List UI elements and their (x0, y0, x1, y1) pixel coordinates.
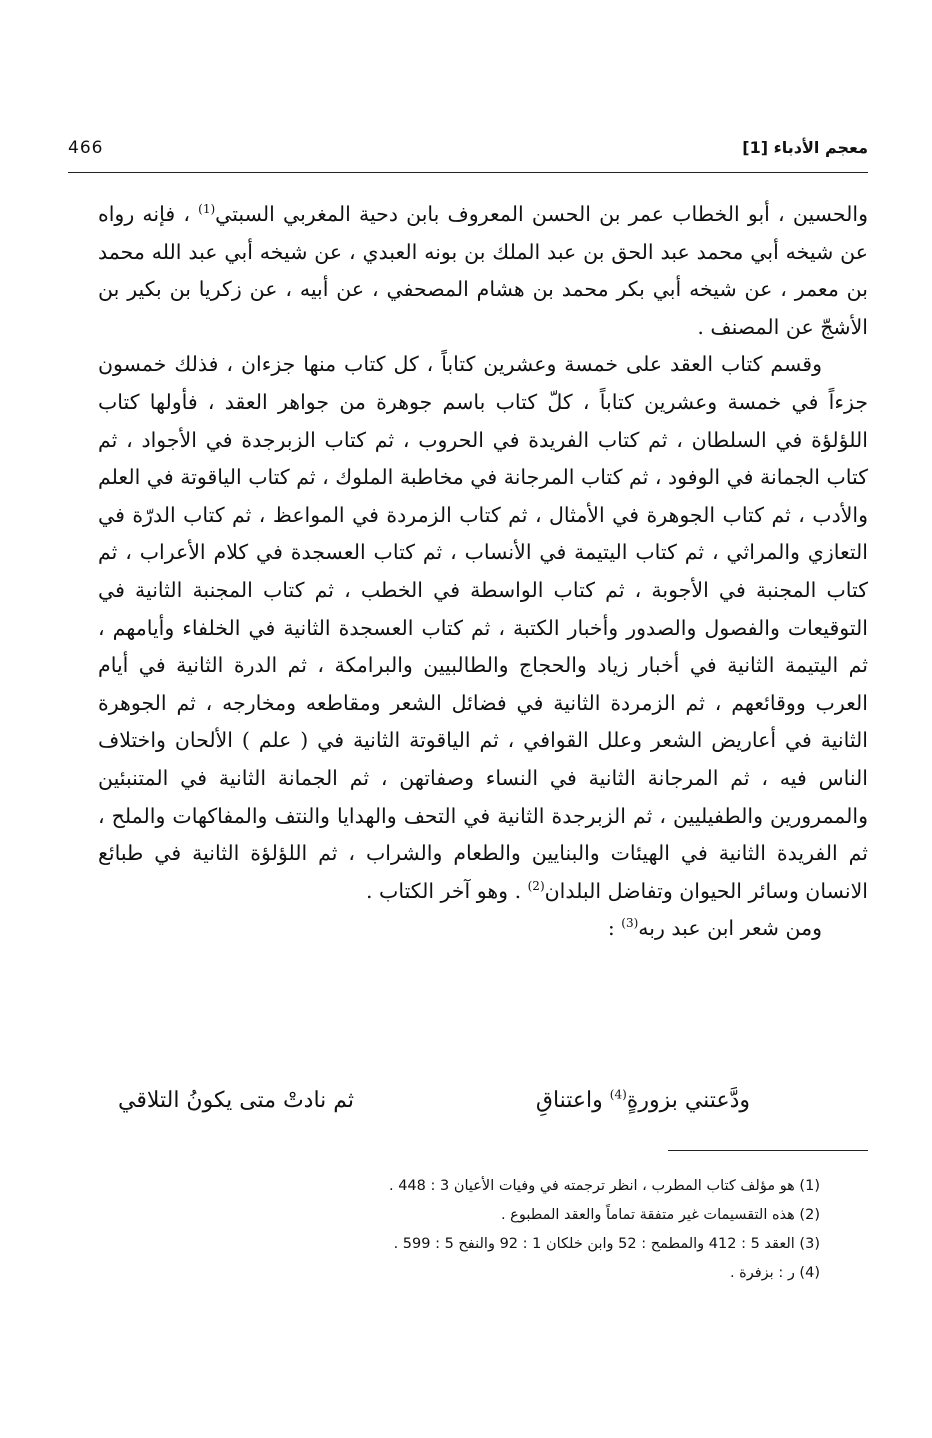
paragraph-2-part-1: وقسم كتاب العقد على خمسة وعشرين كتاباً ، كل كتاب منها جزءان ، فذلك خمسون جزءاً في خمسة وعشرين كتاباً ، كلّ كتاب باسم جوهرة من جواهر العقد ، فأولها كتاب اللؤلؤة في السلطان ، ثم كتاب الفريدة في الحروب ، ثم كتاب الزبرجدة في الأجواد ، ثم كتاب الجمانة في الوفود ، ثم كتاب المرجانة في مخاطبة الملوك ، ثم كتاب الياقوتة في العلم والأدب ، ثم كتاب الجوهرة في الأمثال ، ثم كتاب الزمردة في المواعظ ، ثم كتاب الدرّة في التعازي والمراثي ، ثم كتاب اليتيمة في الأنساب ، ثم كتاب العسجدة في كلام الأعراب ، ثم كتاب المجنبة في الأجوبة ، ثم كتاب الواسطة في الخطب ، ثم كتاب المجنبة الثانية في التوقيعات والفصول والصدور وأخبار الكتبة ، ثم كتاب العسجدة الثانية في الخلفاء وأيامهم ، ثم اليتيمة الثانية في أخبار زياد والحجاج والطالبيين والبرامكة ، ثم الدرة الثانية في أيام العرب ووقائعهم ، ثم الزمردة الثانية في فضائل الشعر ومقاطعه ومخارجه ، ثم الجوهرة الثانية في أعاريض الشعر وعلل القوافي ، ثم الياقوتة الثانية في ( علم ) الألحان واختلاف الناس فيه ، ثم المرجانة الثانية في النساء وصفاتهن ، ثم الجمانة الثانية في المتنبئين والممرورين والطفيليين ، ثم الزبرجدة الثانية في التحف والهدايا والنتف والمفاكهات والملح ، ثم الفريدة الثانية في الهيئات والبنايين والطعام والشراب ، ثم اللؤلؤة الثانية في طبائع الانسان وسائر الحيوان وتفاضل البلدان (98, 352, 868, 903)
verse-first-hemistich-a: ودَّعتني بزورةٍ (626, 1088, 750, 1113)
paragraph-2 (98, 346, 868, 910)
footnote-1: (1) هو مؤلف كتاب المطرب ، انظر ترجمته في وفيات الأعيان 3 : 448 . (388, 1178, 820, 1194)
footnote-3: (3) العقد 5 : 412 والمطمح : 52 وابن خلكان 1 : 92 والنفح 5 : 599 . (393, 1236, 820, 1252)
poetry-verse (118, 1088, 750, 1128)
paragraph-1-part-1: والحسين ، أبو الخطاب عمر بن الحسن المعروف بابن دحية المغربي السبتي (215, 202, 868, 226)
verse-first-hemistich-b: واعتناقِ (535, 1088, 610, 1113)
footnote-2: (2) هذه التقسيمات غير متفقة تماماً والعقد المطبوع . (500, 1207, 820, 1223)
footnote-ref-1: (1) (198, 202, 216, 217)
paragraph-1 (98, 196, 868, 346)
page-number: 466 (68, 138, 104, 158)
page-header (68, 138, 868, 168)
header-rule (68, 172, 868, 173)
paragraph-1-part-2: ، فإنه رواه عن شيخه أبي محمد عبد الحق بن عبد الملك بن بونه العبدي ، عن شيخه أبي عبد الله محمد بن معمر ، عن شيخه أبي بكر محمد بن هشام المصحفي ، عن أبيه ، عن زكريا بن بكير بن الأشجّ عن المصنف . (98, 202, 868, 339)
footnote-separator (668, 1150, 868, 1151)
main-text (98, 196, 868, 948)
poem-intro-colon: : (607, 916, 622, 941)
footnote-4: (4) ر : بزفرة . (729, 1265, 820, 1281)
poem-intro: ومن شعر ابن عبد ربه (638, 916, 822, 941)
footnote-ref-3: (3) (621, 916, 639, 931)
paragraph-3 (98, 910, 868, 948)
verse-second-hemistich: ثم نادتْ متى يكونُ التلاقي (118, 1088, 355, 1113)
footnotes (250, 1172, 820, 1288)
paragraph-2-part-2: . وهو آخر الكتاب . (366, 878, 528, 903)
verse-first-hemistich (536, 1088, 750, 1113)
footnote-ref-4: (4) (609, 1087, 627, 1102)
running-title: معجم الأدباء [1] (742, 138, 868, 157)
footnote-ref-2: (2) (527, 878, 545, 893)
